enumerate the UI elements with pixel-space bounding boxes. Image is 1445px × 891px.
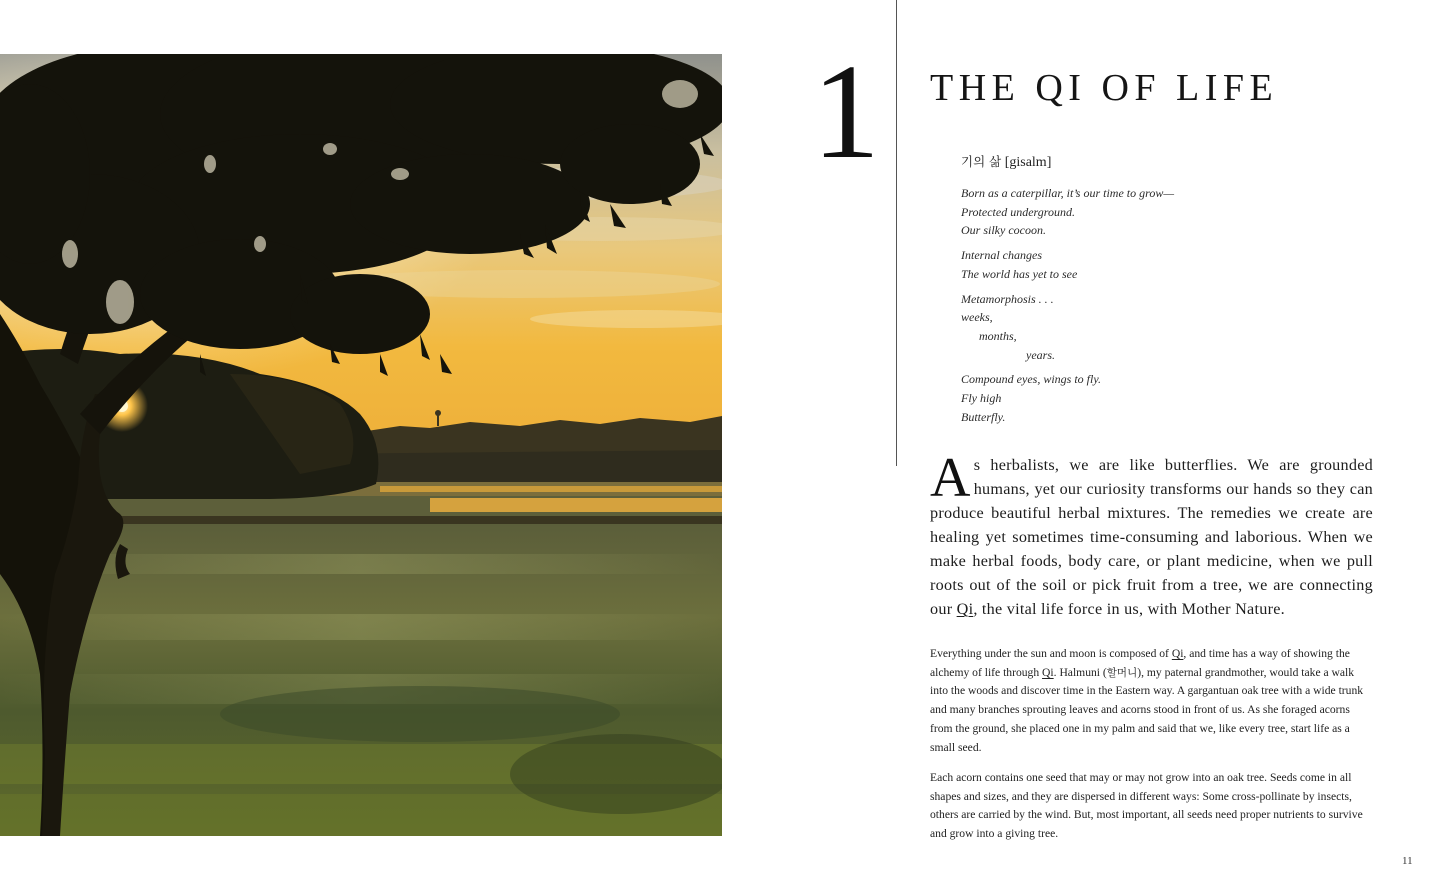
chapter-subtitle xyxy=(961,152,1051,171)
chapter-title: THE QI OF LIFE xyxy=(930,67,1279,109)
chapter-divider-rule xyxy=(896,0,897,466)
qi-term: Qi xyxy=(1042,665,1054,679)
epigraph-poem xyxy=(961,184,1174,432)
subtitle-romanized: [gisalm] xyxy=(1004,155,1052,170)
qi-term: Qi xyxy=(1171,647,1184,660)
poem-line: weeks, xyxy=(961,310,993,325)
poem-line: Metamorphosis . . . xyxy=(961,291,1054,306)
poem-line: Fly high xyxy=(961,391,1002,406)
poem-stanza xyxy=(961,370,1174,426)
poem-line: Born as a caterpillar, it’s our time to grow— xyxy=(961,186,1175,200)
poem-line: Internal changes xyxy=(961,248,1042,263)
qi-term: Qi xyxy=(956,600,974,618)
poem-line: Our silky cocoon. xyxy=(961,223,1046,238)
poem-line: years. xyxy=(1026,347,1055,362)
lead-paragraph xyxy=(930,447,1373,621)
poem-stanza xyxy=(961,184,1174,240)
sunset-tree-field-image xyxy=(0,54,722,836)
lead-text-end: , the vital life force in us, with Mother Nature. xyxy=(973,600,1285,618)
poem-stanza xyxy=(961,290,1174,365)
page-number: 11 xyxy=(1402,855,1413,867)
poem-line: Compound eyes, wings to fly. xyxy=(961,372,1101,387)
poem-line: Protected underground. xyxy=(961,204,1075,219)
body-text: , and time has a way of showing the alchemy of life through xyxy=(930,647,1350,679)
body-text: Everything under the sun and moon is composed of xyxy=(930,647,1172,660)
drop-cap: A xyxy=(930,447,971,509)
korean-term-halmuni: 할머니 xyxy=(1106,666,1138,679)
lead-text: s herbalists, we are like butterflies. We are grounded humans, yet our curiosity transforms our hands so they can produce beautiful herbal mixtures. The remedies we create are healing yet sometimes time-consuming and laborious. When we make herbal foods, body care, or plant medicine, when we pull roots out of the soil or pick fruit from a tree, we are connecting our xyxy=(930,456,1373,618)
poem-line: Butterfly. xyxy=(961,409,1006,424)
chapter-number: 1 xyxy=(812,37,880,187)
poem-stanza xyxy=(961,246,1174,283)
subtitle-korean: 기의 삶 xyxy=(961,154,1002,169)
poem-line: The world has yet to see xyxy=(961,266,1078,281)
chapter-opener-photo xyxy=(0,54,722,836)
poem-line: months, xyxy=(979,328,1017,343)
body-text: ), my paternal grandmother, would take a walk into the woods and discover time in the Eastern way. A gargantuan oak tree with a wide trunk and many branches sprouting leaves and acorns stood in front of us. As she foraged acorns from the ground, she placed one in my palm and said that we, like every tree, start life as a small seed. xyxy=(930,665,1364,754)
body-text: . Halmuni ( xyxy=(1053,665,1107,679)
body-paragraph xyxy=(930,645,1370,757)
body-paragraph: Each acorn contains one seed that may or may not grow into an oak tree. Seeds come in all shapes and sizes, and they are dispersed in different ways: Some cross-pollinate by insects, others are carried by the wind. But, most important, all seeds need proper nutrients to survive and grow into a giving tree. xyxy=(930,771,1363,841)
